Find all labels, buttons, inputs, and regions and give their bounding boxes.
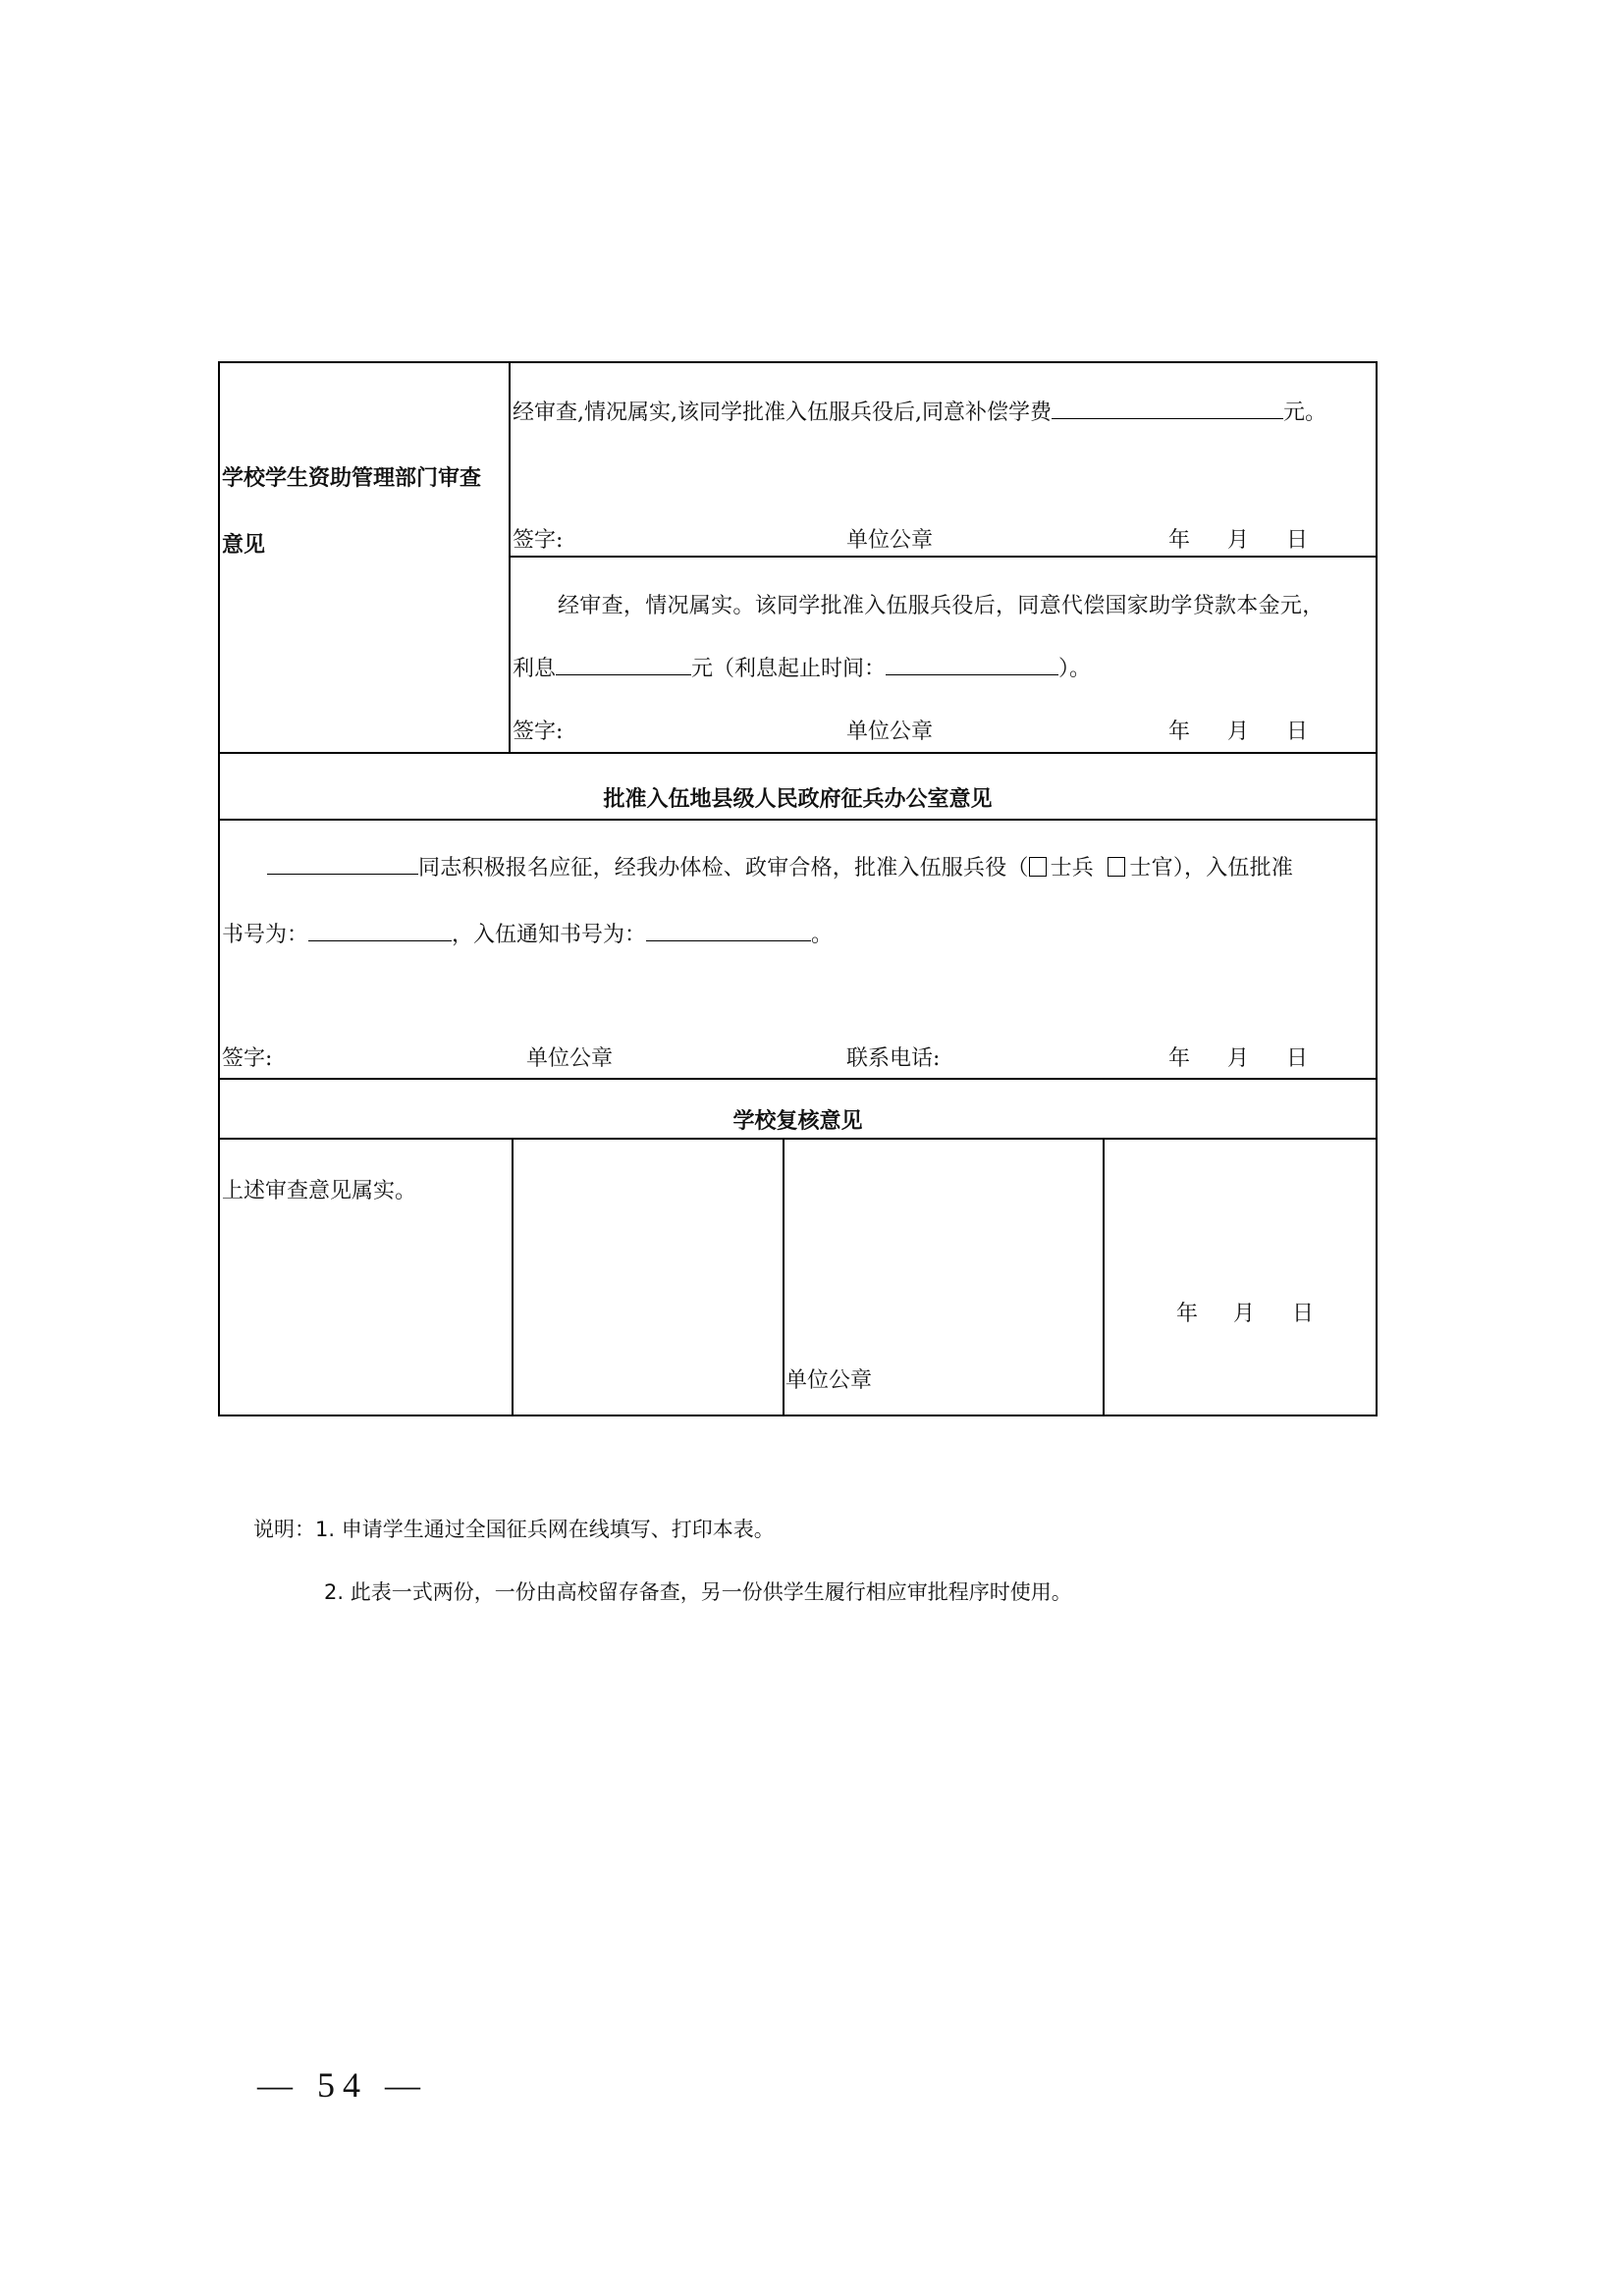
table-border-left: [218, 361, 220, 1416]
date-month: 月: [1227, 528, 1250, 553]
enlistment-text: 同志积极报名应征，经我办体检、政审合格，批准入伍服兵役（: [418, 856, 1029, 881]
divider: [509, 556, 1378, 558]
loan-opinion-text: 经审查，情况属实。该同学批准入伍服兵役后，同意代偿国家助学贷款本金元，: [558, 594, 1325, 618]
date-year: 年: [1168, 720, 1191, 744]
section2-header: 批准入伍地县级人民政府征兵办公室意见: [603, 787, 993, 812]
date-year: 年: [1168, 528, 1191, 553]
date-month: 月: [1227, 720, 1250, 744]
tuition-amount-field[interactable]: [1052, 397, 1283, 419]
review-confirmed-text: 上述审查意见属实。: [222, 1179, 417, 1203]
unit-seal-label: 单位公章: [785, 1368, 873, 1393]
date-year: 年: [1176, 1302, 1199, 1326]
date-day: 日: [1286, 528, 1309, 553]
date-day: 日: [1292, 1302, 1315, 1326]
interest-unit: 元（利息起止时间：: [691, 657, 887, 681]
section1-label-line1: 学校学生资助管理部门审查: [222, 466, 482, 491]
divider: [512, 1138, 514, 1415]
divider: [218, 819, 1378, 821]
cert-label: 书号为：: [222, 923, 309, 947]
interest-label: 利息: [513, 657, 557, 681]
divider: [509, 361, 511, 754]
unit-seal-label: 单位公章: [846, 528, 934, 553]
tuition-opinion-unit: 元。: [1282, 400, 1326, 425]
table-border-right: [1376, 361, 1378, 1416]
notice-label: ，入伍通知书号为：: [452, 923, 647, 947]
interest-line: [513, 652, 1091, 682]
note-line-2: 2. 此表一式两份，一份由高校留存备查，另一份供学生履行相应审批程序时使用。: [324, 1580, 1072, 1604]
sergeant-label: 士官: [1129, 856, 1173, 881]
date-month: 月: [1233, 1302, 1256, 1326]
table-border-bottom: [218, 1415, 1378, 1416]
interest-close: ）。: [1058, 657, 1092, 681]
signature-label: 签字:: [222, 1046, 273, 1071]
page-number: — 54 —: [257, 2065, 428, 2105]
notice-number-field[interactable]: [646, 919, 811, 941]
date-year: 年: [1168, 1046, 1191, 1071]
applicant-name-field[interactable]: [267, 852, 418, 875]
enlistment-line2: [222, 918, 833, 948]
date-month: 月: [1227, 1046, 1250, 1071]
note-line-1: 说明：1. 申请学生通过全国征兵网在线填写、打印本表。: [253, 1518, 775, 1541]
divider: [218, 752, 1378, 754]
enlistment-line1: [267, 851, 1293, 881]
tuition-opinion-text: 经审查,情况属实,该同学批准入伍服兵役后,同意补偿学费: [513, 400, 1052, 425]
date-day: 日: [1286, 1046, 1309, 1071]
section3-header: 学校复核意见: [732, 1109, 863, 1134]
unit-seal-label: 单位公章: [526, 1046, 614, 1071]
tuition-opinion: [513, 396, 1326, 426]
unit-seal-label: 单位公章: [846, 720, 934, 744]
table-border-top: [218, 361, 1378, 363]
period: 。: [811, 923, 834, 947]
divider: [218, 1138, 1378, 1140]
enlistment-text-end: ），入伍批准: [1172, 856, 1294, 881]
interest-period-field[interactable]: [886, 653, 1058, 675]
soldier-checkbox[interactable]: [1029, 857, 1047, 877]
signature-label: 签字:: [513, 720, 564, 744]
signature-label: 签字:: [513, 528, 564, 553]
divider: [218, 1078, 1378, 1080]
interest-amount-field[interactable]: [556, 653, 691, 675]
soldier-label: 士兵: [1050, 856, 1095, 881]
section1-label-line2: 意见: [222, 533, 266, 558]
approval-cert-number-field[interactable]: [308, 919, 452, 941]
sergeant-checkbox[interactable]: [1108, 857, 1125, 877]
phone-label: 联系电话:: [846, 1046, 941, 1071]
date-day: 日: [1286, 720, 1309, 744]
divider: [1103, 1138, 1105, 1415]
divider: [783, 1138, 784, 1415]
